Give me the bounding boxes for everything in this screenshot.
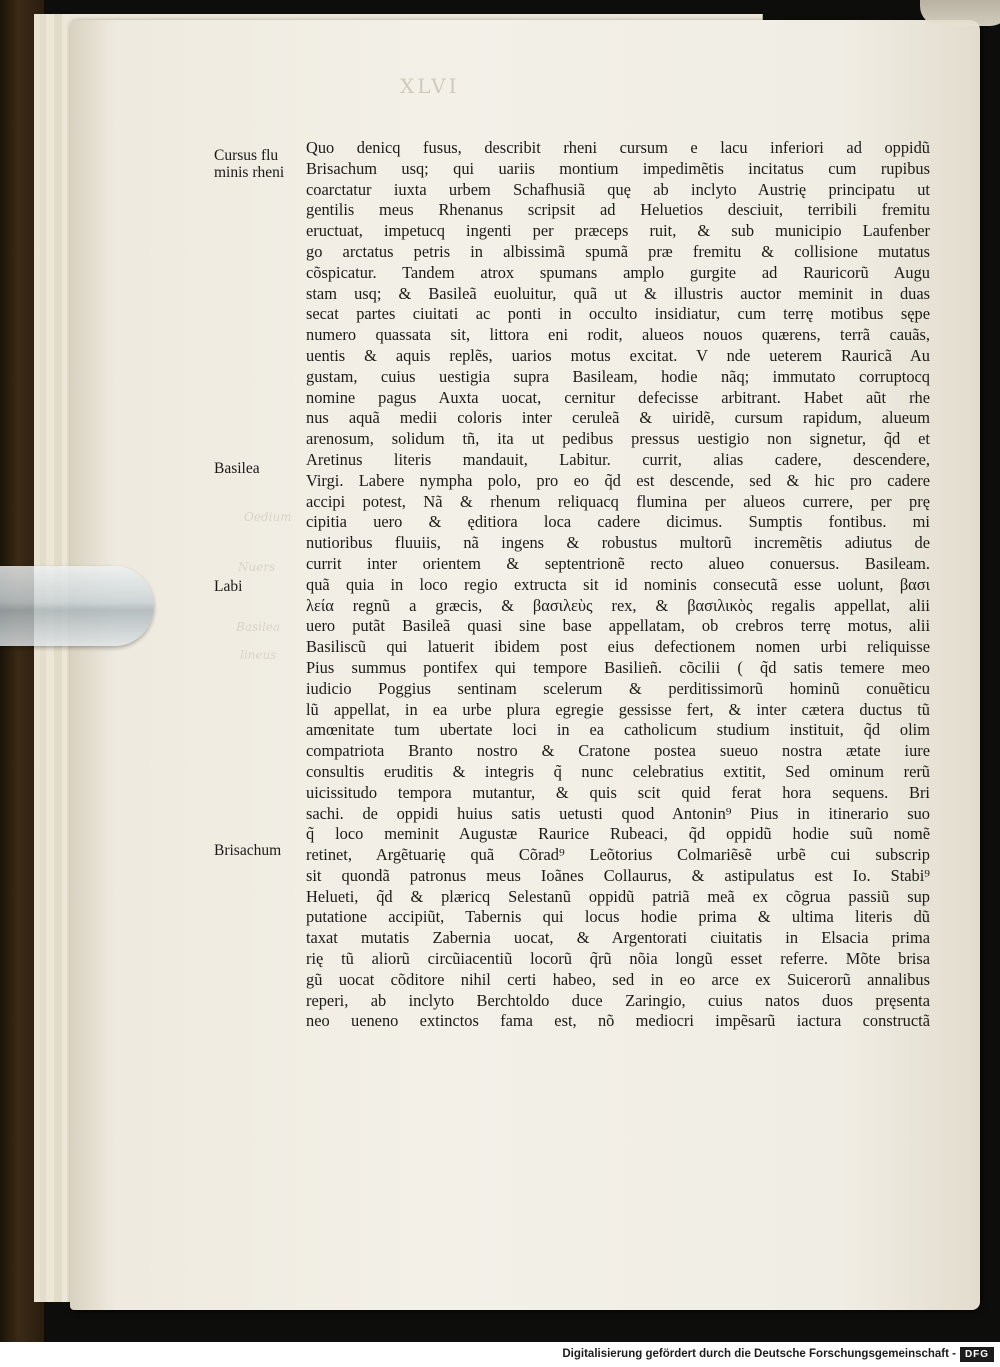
text-line: sit quondã patronus meus Ioãnes Collaurus, & astipulatus est Io. Stabi⁹ bbox=[306, 865, 930, 885]
text-line: Aretinus literis mandauit, Labitur. currit, alias cadere, descendere, bbox=[306, 449, 930, 469]
text-line: putatione accipiũt, Tabernis qui locus hodie prima & ultima literis dũ bbox=[306, 907, 930, 927]
text-line: amœnitate tum ubertate loci in ea catholicum studium instituit, q̃d olim bbox=[306, 720, 930, 740]
text-line: eructuat, impetucq ingenti per præceps ruit, & sub municipio Laufenber bbox=[306, 221, 930, 241]
text-line: Helueti, q̃d & plæricq Selestanũ oppidũ patriã meã ex cõgrua passiũ sup bbox=[306, 886, 930, 906]
text-line: consultis eruditis & integris q̃ nunc celebratius extitit, Sed ominum rerũ bbox=[306, 761, 930, 781]
text-line: neo ueneno extinctos fama est, nõ mediocri impẽsarũ iactura constructã bbox=[306, 1011, 930, 1031]
text-line: iudicio Poggius sentinam scelerum & perditissimorũ hominũ conuẽticu bbox=[306, 678, 930, 698]
text-line: Pius summus pontifex qui tempore Basilieñ. cõcilii ( q̃d satis temere meo bbox=[306, 657, 930, 677]
text-line: nomine pagus Auxta uocat, cernitur defecisse arbitrant. Habet aũt rhe bbox=[306, 387, 930, 407]
text-line: secat partes ciuitati ac ponti in occulto insidiatur, cum terrę motibus sępe bbox=[306, 304, 930, 324]
text-line: rię tũ aliorũ circũiacentiũ locorũ q̃rũ nõia longũ esset referre. Mõte brisa bbox=[306, 949, 930, 969]
text-line: coarctatur iuxta urbem Schafhusiã quę ab inclyto Austrię principatu ut bbox=[306, 179, 930, 199]
text-line: gustam, cuius uestigia supra Basileam, hodie nãq; immutato corruptocq bbox=[306, 366, 930, 386]
glass-page-clip bbox=[0, 566, 154, 646]
bleed-through-note: Basilea bbox=[236, 620, 281, 634]
margin-note-basilea: Basilea bbox=[214, 460, 260, 477]
text-line: arenosum, solidum tñ, ita ut pedibus pressus uestigio non signetur, q̃d et bbox=[306, 429, 930, 449]
margin-note-cursus: Cursus flu minis rheni bbox=[214, 147, 285, 181]
text-line: taxat mutatis Zabernia uocat, & Argentorati ciuitatis in Elsacia prima bbox=[306, 928, 930, 948]
text-line: Basiliscũ qui latuerit ibidem post eius defectionem nomen urbi reliquisse bbox=[306, 637, 930, 657]
text-line: cipitia uero & ęditiora loca cadere dicimus. Sumptis fontibus. mi bbox=[306, 512, 930, 532]
body-text bbox=[306, 138, 930, 1032]
text-line: reperi, ab inclyto Berchtoldo duce Zaringio, cuius natos duos pręsenta bbox=[306, 990, 930, 1010]
text-line: cõspicatur. Tandem atrox spumans amplo gurgite ad Rauricorũ Augu bbox=[306, 262, 930, 282]
text-line: numero quassata sit, littora eni rodit, alueos nouos quærens, terrã cauãs, bbox=[306, 325, 930, 345]
text-line: uero putãt Basileã quasi sine base appellatam, ob crebros terrę motus, alii bbox=[306, 616, 930, 636]
dfg-logo: DFG bbox=[960, 1347, 994, 1362]
footer-bar bbox=[0, 1342, 1000, 1367]
bleed-through-note: Oedium bbox=[244, 510, 292, 524]
text-line: λεία regnũ a græcis, & βασιλεὺς rex, & βασιλικὸς regalis appellat, alii bbox=[306, 595, 930, 615]
footer-credit: Digitalisierung gefördert durch die Deutsche Forschungsgemeinschaft - bbox=[562, 1348, 956, 1360]
text-line: sachi. de oppidi huius satis uetusti quod Antonin⁹ Pius in itinerario suo bbox=[306, 803, 930, 823]
text-line: gentilis meus Rhenanus scripsit ad Heluetios desciuit, terribili fremitu bbox=[306, 200, 930, 220]
text-line: stam usq; & Basileã euoluitur, quã ut & illustris auctor meminit in duas bbox=[306, 283, 930, 303]
bleed-through-note: lineus bbox=[240, 648, 277, 662]
text-line: uicissitudo tempora mutantur, & quis scit quid ferat hora sequens. Bri bbox=[306, 782, 930, 802]
text-line: nus aquã medii coloris inter ceruleã & uiridẽ, cursum rapidum, alueum bbox=[306, 408, 930, 428]
text-line: gũ uocat cõditore nihil certi habeo, sed in eo arce ex Suicerorũ annalibus bbox=[306, 969, 930, 989]
text-line: lũ appellat, in ea urbe plura egregie gessisse fert, & inter cætera ductus tũ bbox=[306, 699, 930, 719]
margin-note-labi: Labi bbox=[214, 578, 243, 595]
text-line: nutioribus fluuiis, nã ingens & robustus multorũ incremẽtis adiutus de bbox=[306, 533, 930, 553]
text-line: Virgi. Labere nympha polo, pro eo q̃d est descende, sed & hic pro cadere bbox=[306, 470, 930, 490]
text-line: q̃ loco meminit Augustæ Raurice Rubeaci, q̃d oppidũ hodie suũ nomẽ bbox=[306, 824, 930, 844]
text-line: uentis & aquis replẽs, uarios motus excitat. V nde ueterem Rauricã Au bbox=[306, 345, 930, 365]
text-line: currit inter orientem & septentrionẽ recto alueo conuersus. Basileam. bbox=[306, 553, 930, 573]
page-clip-top bbox=[920, 0, 1000, 26]
text-line: Brisachum usq; qui uariis montium impedimẽtis incitatus cum rupibus bbox=[306, 158, 930, 178]
bleed-through-heading: XLVI bbox=[400, 74, 460, 98]
text-line: go arctatus petris in albissimã spumã præ fremitu & collisione mutatus bbox=[306, 241, 930, 261]
text-line: Quo denicq fusus, describit rheni cursum e lacu inferiori ad oppidũ bbox=[306, 138, 930, 157]
text-line: retinet, Argẽtuarię quã Cõrad⁹ Leõtorius Colmariẽsẽ urbẽ cui subscrip bbox=[306, 845, 930, 865]
text-line: accipi potest, Nã & rhenum reliquacq flumina per alueos currere, per prę bbox=[306, 491, 930, 511]
margin-note-brisachum: Brisachum bbox=[214, 842, 282, 859]
text-line: quã quia in loco regio extructa sit id nominis consecutã esse uolunt, βασι bbox=[306, 574, 930, 594]
bleed-through-note: Nuers bbox=[238, 560, 276, 574]
text-line: compatriota Branto nostro & Cratone postea sueuo nostra ætate iure bbox=[306, 741, 930, 761]
